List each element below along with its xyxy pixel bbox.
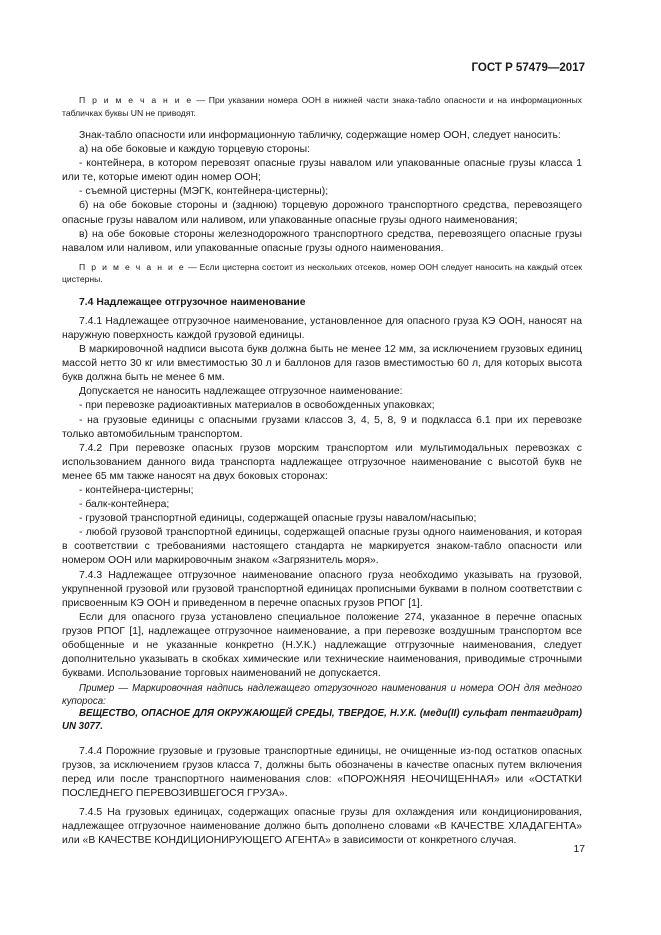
- note-1-label: П р и м е ч а н и е: [79, 95, 193, 105]
- paragraph: Знак-табло опасности или информационную табличку, содержащие номер ООН, следует наносить:: [79, 130, 561, 141]
- list-item: - на грузовые единицы с опасными грузами классов 3, 4, 5, 8, 9 и подкласса 6.1 при их перевозке только автомобильным транспортом.: [62, 414, 582, 440]
- paragraph: 7.4.1 Надлежащее отгрузочное наименование, установленное для опасного груза КЭ ООН, наносят на наружную поверхность каждой грузовой единицы.: [62, 315, 582, 341]
- paragraph: Если для опасного груза установлено специальное положение 274, указанное в перечне опасных грузов РПОГ [1], надлежащее отгрузочное наименование, а при перевозке воздушным транспортом все обобщенные и не указанные конкретно (Н.У.К.) надлежащие отгрузочные наименования, следует дополнительно указывать в скобках химические или технические наименования, приводимые строчными буквами. Использование торговых наименований не допускается.: [62, 611, 582, 680]
- list-item: - при перевозке радиоактивных материалов в освобожденных упаковках;: [79, 400, 435, 412]
- list-item: - съемной цистерны (МЭГК, контейнера-цистерны);: [79, 186, 329, 198]
- list-item: - контейнера, в котором перевозят опасные грузы навалом или упакованные опасные грузы класса 1 или те, которые имеют один номер ООН;: [62, 158, 582, 184]
- paragraph: 7.4.5 На грузовых единицах, содержащих опасные грузы для охлаждения или кондиционирования, надлежащее отгрузочное наименование должно быть дополнено словами «В КАЧЕСТВЕ ХЛАДАГЕНТА» или «В КАЧЕСТВЕ КОНДИЦИОНИРУЮЩЕГО АГЕНТА» в зависимости от конкретного случая.: [62, 807, 582, 847]
- list-item: в) на обе боковые стороны железнодорожного транспортного средства, перевозящего опасные грузы навалом или наливом, или упакованные опасные грузы одного наименования.: [62, 228, 582, 254]
- paragraph: В маркировочной надписи высота букв должна быть не менее 12 мм, за исключением грузовых единиц массой нетто 30 кг или вместимостью 30 л и баллонов для газов вместимостью 60 л, для которых высота букв должна быть не менее 6 мм.: [62, 344, 582, 384]
- paragraph: Допускается не наносить надлежащее отгрузочное наименование:: [79, 386, 403, 398]
- document-body: [62, 94, 582, 848]
- list-item: а) на обе боковые и каждую торцевую стороны:: [79, 144, 311, 156]
- list-item: - любой грузовой транспортной единицы, содержащей опасные грузы одного наименования, и которая в соответствии с требованиями настоящего стандарта не маркируется знаком-табло опасности или номером ООН или маркировочным знаком «Загрязнитель моря».: [62, 527, 582, 567]
- section-heading: 7.4 Надлежащее отгрузочное наименование: [79, 296, 306, 308]
- example-block: [62, 683, 582, 733]
- note-2: [62, 261, 582, 286]
- paragraph: 7.4.3 Надлежащее отгрузочное наименование опасного груза необходимо указывать на грузовой, укрупненной грузовой или грузовой транспортной единицах прописными буквами в полном соответствии с присвоенным КЭ ООН и приведенном в перечне опасных грузов РПОГ [1].: [62, 569, 582, 609]
- paragraph: 7.4.4 Порожние грузовые и грузовые транспортные единицы, не очищенные из-под остатков опасных грузов, за исключением грузов класса 7, должны быть обозначены в качестве опасных путем включения перед или после транспортного наименования слов: «ПОРОЖНЯЯ НЕОЧИЩЕННАЯ» или «ОСТАТКИ ПОСЛЕДНЕГО ПЕРЕВОЗИВШЕГОСЯ ГРУЗА».: [62, 745, 582, 799]
- list-item: - контейнера-цистерны;: [79, 484, 194, 496]
- note-1: [62, 94, 582, 119]
- standard-header: ГОСТ Р 57479—2017: [471, 62, 585, 74]
- example-intro: Пример — Маркировочная надпись надлежащего отгрузочного наименования и номера ООН для медного купороса:: [62, 683, 582, 707]
- paragraph: 7.4.2 При перевозке опасных грузов морским транспортом или мультимодальных перевозках с использованием данного вида транспорта надлежащее отгрузочное наименование с высотой букв не менее 65 мм также наносят на двух боковых сторонах:: [62, 442, 582, 482]
- example-text: ВЕЩЕСТВО, ОПАСНОЕ ДЛЯ ОКРУЖАЮЩЕЙ СРЕДЫ, ТВЕРДОЕ, Н.У.К. (меди(II) сульфат пентагидрат) UN 3077.: [62, 708, 582, 733]
- note-2-text: — Если цистерна состоит из нескольких отсеков, номер ООН следует наносить на каждый отсек цистерны.: [62, 261, 582, 285]
- list-item: б) на обе боковые стороны и (заднюю) торцевую дорожного транспортного средства, перевозящего опасные грузы навалом или наливом, или упакованные опасные грузы одного наименования;: [62, 200, 582, 226]
- list-item: - балк-контейнера;: [79, 499, 170, 511]
- note-1-text: — При указании номера ООН в нижней части знака-табло опасности и на информационных табличках буквы UN не приводят.: [62, 95, 582, 118]
- note-2-label: П р и м е ч а н и е: [79, 261, 186, 272]
- page-number: 17: [573, 844, 585, 855]
- list-item: - грузовой транспортной единицы, содержащей опасные грузы навалом/насыпью;: [79, 513, 477, 525]
